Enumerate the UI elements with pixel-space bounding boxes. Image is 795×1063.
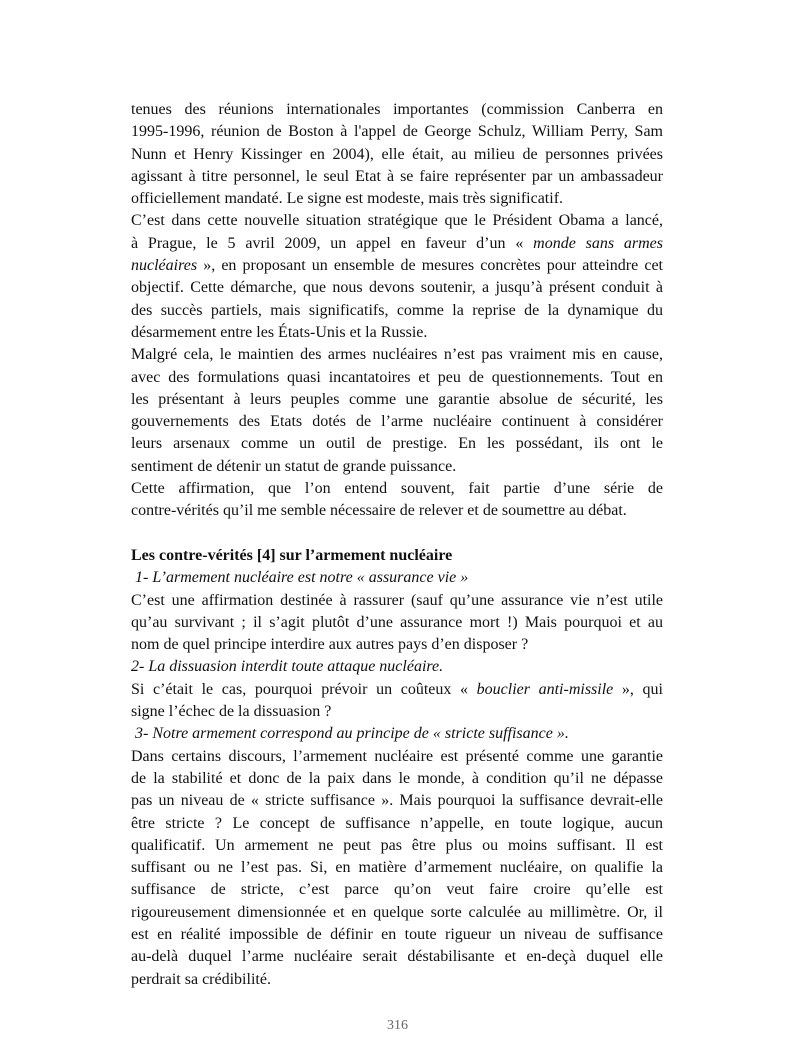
text-line <box>131 210 663 232</box>
text-line <box>131 924 663 946</box>
body-text: gouvernements des Etats dotés de l’arme nucléaire continuent à considérer <box>131 413 663 431</box>
text-line <box>131 233 663 255</box>
text-line <box>131 322 663 344</box>
italic-text: 2- La dissuasion interdit toute attaque nucléaire. <box>131 658 444 676</box>
body-text: des succès partiels, mais significatifs, comme la reprise de la dynamique du <box>131 301 663 319</box>
body-text: de la stabilité et donc de la paix dans le monde, à condition qu’il ne dépasse <box>131 769 663 787</box>
page-number: 316 <box>387 1018 408 1033</box>
body-text: Malgré cela, le maintien des armes nucléaires n’est pas vraiment mis en cause, <box>131 346 663 364</box>
text-line <box>131 813 663 835</box>
text-line <box>131 545 663 567</box>
body-text: est en réalité impossible de définir en toute rigueur un niveau de suffisance <box>131 925 663 943</box>
body-text: désarmement entre les États-Unis et la Russie. <box>131 323 428 341</box>
text-line <box>131 277 663 299</box>
body-text: perdrait sa crédibilité. <box>131 970 271 988</box>
body-text: leurs arsenaux comme un outil de prestige. En les possédant, ils ont le <box>131 435 663 453</box>
body-text: Nunn et Henry Kissinger en 2004), elle était, au milieu de personnes privées <box>131 145 663 163</box>
text-line <box>131 612 663 634</box>
text-line <box>131 99 663 121</box>
document-body <box>131 99 663 991</box>
body-text: C’est dans cette nouvelle situation stratégique que le Président Obama a lancé, <box>131 212 663 230</box>
text-line <box>131 969 663 991</box>
body-text: suffisant ou ne l’est pas. Si, en matière d’armement nucléaire, on qualifie la <box>131 859 663 877</box>
body-text: », qui <box>613 680 663 698</box>
body-text: 1995-1996, réunion de Boston à l'appel de George Schulz, William Perry, Sam <box>131 123 663 141</box>
text-line <box>131 478 663 500</box>
text-line <box>131 300 663 322</box>
text-line <box>131 121 663 143</box>
blank-line <box>131 523 663 545</box>
body-text: rigoureusement dimensionnée et en quelque sorte calculée au millimètre. Or, il <box>131 903 663 921</box>
body-text: tenues des réunions internationales importantes (commission Canberra en <box>131 101 663 118</box>
body-text: Si c’était le cas, pourquoi prévoir un coûteux « <box>131 680 477 698</box>
body-text: signe l’échec de la dissuasion ? <box>131 703 332 721</box>
text-line <box>131 879 663 901</box>
body-text: pas un niveau de « stricte suffisance ». Mais pourquoi la suffisance devrait-elle <box>131 792 663 810</box>
body-text: officiellement mandaté. Le signe est modeste, mais très significatif. <box>131 190 564 208</box>
body-text: les présentant à leurs peuples comme une garantie absolue de sécurité, les <box>131 390 663 408</box>
italic-text: bouclier anti-missile <box>476 680 614 698</box>
body-text: C’est une affirmation destinée à rassurer (sauf qu’une assurance vie n’est utile <box>131 591 663 609</box>
text-line <box>131 188 663 210</box>
italic-text: monde sans armes <box>533 234 663 252</box>
text-line <box>131 679 663 701</box>
body-text: sentiment de détenir un statut de grande puissance. <box>131 457 457 475</box>
body-text: agissant à titre personnel, le seul Etat à se faire représenter par un ambassadeur <box>131 167 663 185</box>
text-line <box>131 857 663 879</box>
body-text: suffisance de stricte, c’est parce qu’on veut faire croire qu’elle est <box>131 881 663 899</box>
text-line <box>131 166 663 188</box>
text-line <box>131 768 663 790</box>
text-line <box>131 902 663 924</box>
body-text: Dans certains discours, l’armement nucléaire est présenté comme une garantie <box>131 747 663 765</box>
body-text: objectif. Cette démarche, que nous devons soutenir, a jusqu’à présent conduit à <box>131 279 663 297</box>
section-heading: Les contre-vérités [4] sur l’armement nucléaire <box>131 546 453 564</box>
text-line <box>131 456 663 478</box>
text-line <box>131 746 663 768</box>
text-line <box>131 634 663 656</box>
body-text: qu’au survivant ; il s’agit plutôt d’une assurance mort !) Mais pourquoi et au <box>131 613 663 631</box>
body-text: », en proposant un ensemble de mesures concrètes pour atteindre cet <box>197 257 663 275</box>
body-text: nom de quel principe interdire aux autres pays d’en disposer ? <box>131 636 529 654</box>
text-line <box>131 567 663 589</box>
text-line <box>131 433 663 455</box>
text-line <box>131 656 663 678</box>
text-line <box>131 500 663 522</box>
text-line <box>131 411 663 433</box>
body-text: à Prague, le 5 avril 2009, un appel en faveur d’un « <box>131 234 534 252</box>
text-line <box>131 389 663 411</box>
text-line <box>131 255 663 277</box>
body-text: au-delà duquel l’arme nucléaire serait déstabilisante et en-deçà duquel elle <box>131 948 663 966</box>
text-line <box>131 946 663 968</box>
body-text: être stricte ? Le concept de suffisance n’appelle, en toute logique, aucun <box>131 814 663 832</box>
text-line <box>131 367 663 389</box>
body-text: contre-vérités qu’il me semble nécessaire de relever et de soumettre au débat. <box>131 502 627 520</box>
body-text: avec des formulations quasi incantatoires et peu de questionnements. Tout en <box>131 368 663 386</box>
italic-text: 1- L’armement nucléaire est notre « assurance vie » <box>131 569 469 587</box>
body-text: Cette affirmation, que l’on entend souvent, fait partie d’une série de <box>131 480 663 498</box>
italic-text: 3- Notre armement correspond au principe de « stricte suffisance ». <box>131 725 569 743</box>
italic-text: nucléaires <box>131 257 198 275</box>
body-text: qualificatif. Un armement ne peut pas être plus ou moins suffisant. Il est <box>131 836 663 854</box>
text-line <box>131 590 663 612</box>
text-line <box>131 344 663 366</box>
text-line <box>131 144 663 166</box>
text-line <box>131 723 663 745</box>
text-line <box>131 701 663 723</box>
text-line <box>131 790 663 812</box>
text-line <box>131 835 663 857</box>
